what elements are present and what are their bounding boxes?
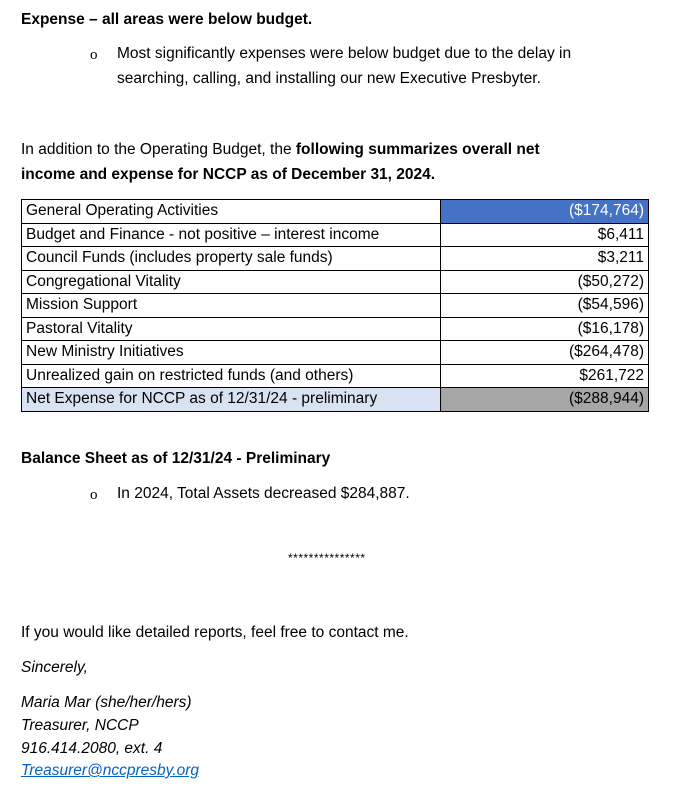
summary-intro-line2: income and expense for NCCP as of December 31, 2024. — [21, 166, 436, 183]
row-value: ($50,272) — [441, 270, 649, 294]
table-row — [22, 294, 649, 318]
row-value: $6,411 — [441, 223, 649, 247]
signer-title: Treasurer, NCCP — [21, 717, 139, 734]
row-value: ($16,178) — [441, 317, 649, 341]
total-row — [22, 388, 649, 412]
bullet-marker: o — [90, 487, 98, 503]
row-value: ($54,596) — [441, 294, 649, 318]
row-label: Budget and Finance - not positive – interest income — [22, 223, 441, 247]
summary-intro-line1 — [21, 141, 540, 159]
table-row — [22, 341, 649, 365]
row-label: Unrealized gain on restricted funds (and others) — [22, 364, 441, 388]
table-row — [22, 364, 649, 388]
signer-name: Maria Mar (she/her/hers) — [21, 694, 192, 711]
total-value: ($288,944) — [441, 388, 649, 412]
table-row — [22, 317, 649, 341]
row-value: ($264,478) — [441, 341, 649, 365]
total-label: Net Expense for NCCP as of 12/31/24 - preliminary — [22, 388, 441, 412]
expense-heading: Expense – all areas were below budget. — [21, 11, 313, 28]
row-value: ($174,764) — [441, 200, 649, 224]
summary-intro-plain: In addition to the Operating Budget, the — [21, 141, 296, 158]
row-label: Mission Support — [22, 294, 441, 318]
table-row — [22, 247, 649, 271]
closing-text: If you would like detailed reports, feel free to contact me. — [21, 624, 409, 641]
section-separator: *************** — [288, 551, 366, 565]
salutation: Sincerely, — [21, 659, 88, 676]
table-row — [22, 270, 649, 294]
row-label: General Operating Activities — [22, 200, 441, 224]
row-value: $261,722 — [441, 364, 649, 388]
summary-intro-bold: following summarizes overall net — [295, 141, 540, 158]
row-value: $3,211 — [441, 247, 649, 271]
row-label: Pastoral Vitality — [22, 317, 441, 341]
balance-heading: Balance Sheet as of 12/31/24 - Preliminary — [21, 450, 331, 467]
email-link[interactable]: Treasurer@nccpresby.org — [21, 762, 199, 779]
signer-phone: 916.414.2080, ext. 4 — [21, 740, 163, 757]
balance-bullet-text: In 2024, Total Assets decreased $284,887. — [117, 485, 410, 502]
expense-bullet-line1: Most significantly expenses were below budget due to the delay in — [117, 45, 572, 62]
bullet-marker: o — [90, 47, 98, 63]
table-row — [22, 200, 649, 224]
row-label: Congregational Vitality — [22, 270, 441, 294]
net-income-table — [21, 199, 649, 412]
row-label: New Ministry Initiatives — [22, 341, 441, 365]
expense-bullet-line2: searching, calling, and installing our new Executive Presbyter. — [117, 70, 541, 87]
table-row — [22, 223, 649, 247]
row-label: Council Funds (includes property sale funds) — [22, 247, 441, 271]
